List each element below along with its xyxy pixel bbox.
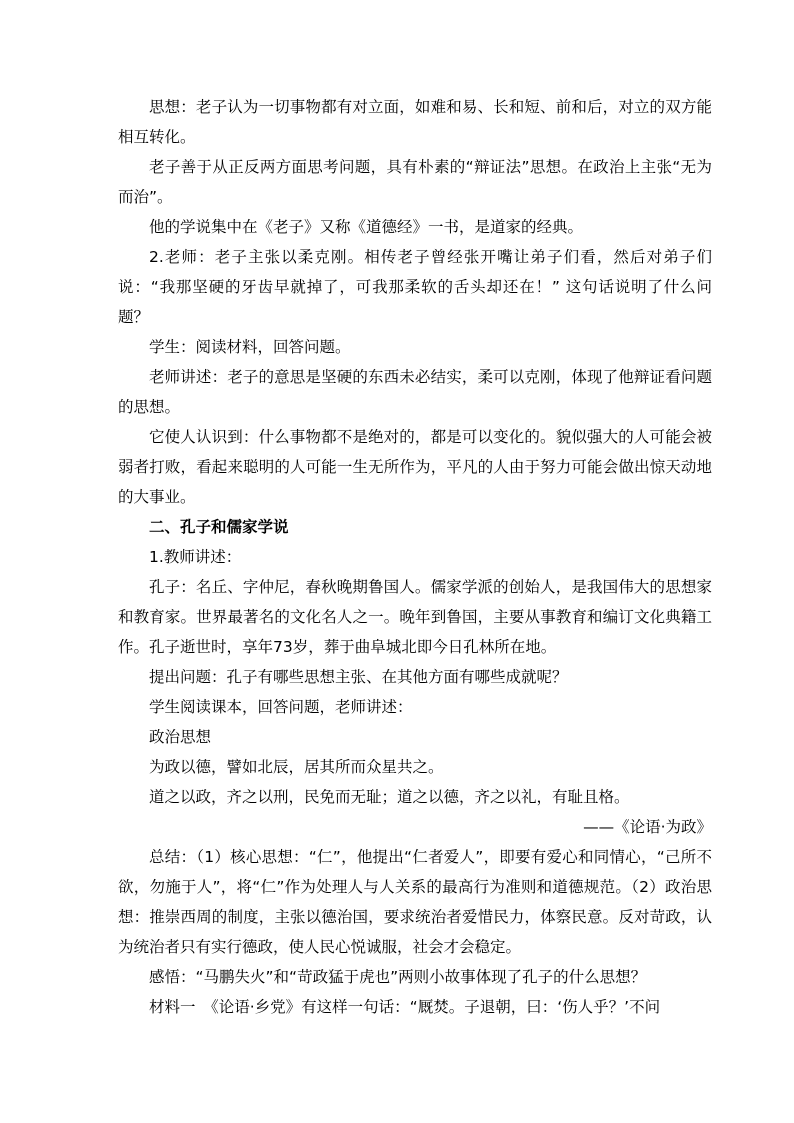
quote-source: ——《论语·为政》 [583, 818, 712, 836]
paragraph-laozi-thought: 思想：老子认为一切事物都有对立面，如难和易、长和短、前和后，对立的双方能相互转化。 [118, 98, 712, 146]
paragraph-student-read: 学生阅读课本，回答问题，老师讲述： [149, 698, 413, 716]
paragraph-teacher-explain: 老师讲述：老子的意思是坚硬的东西未必结实，柔可以克刚，体现了他辩证看问题的思想。 [118, 368, 712, 416]
paragraph-material-one: 材料一 《论语·乡党》有这样一句话：“厩焚。子退朝，曰：‘伤人乎？’不问 [149, 998, 661, 1016]
paragraph-laozi-dialectics: 老子善于从正反两方面思考问题，具有朴素的“辩证法”思想。在政治上主张“无为而治”。 [118, 158, 712, 206]
paragraph-summary: 总结：（1）核心思想：“仁”，他提出“仁者爱人”，即要有爱心和同情心，“己所不欲，勿施于人”，将“仁”作为处理人与人关系的最高行为准则和道德规范。（2）政治思想：推崇西周的制度，主张以德治国，要求统治者爱惜民力，体察民意。反对苛政，认为统治者只有实行德政，使人民心悦诚服，社会才会稳定。 [118, 848, 712, 956]
paragraph-insight: 它使人认识到：什么事物都不是绝对的，都是可以变化的。貌似强大的人可能会被弱者打败，看起来聪明的人可能一生无所作为，平凡的人由于努力可能会做出惊天动地的大事业。 [118, 428, 712, 506]
paragraph-question: 提出问题：孔子有哪些思想主张、在其他方面有哪些成就呢？ [149, 668, 568, 686]
paragraph-teacher-question: 2.老师：老子主张以柔克刚。相传老子曾经张开嘴让弟子们看，然后对弟子们说：“我那坚硬的牙齿早就掉了，可我那柔软的舌头却还在！” 这句话说明了什么问题？ [118, 248, 712, 326]
document-page [118, 92, 712, 1022]
paragraph-student-answer: 学生：阅读材料，回答问题。 [149, 338, 351, 356]
paragraph-confucius-bio: 孔子：名丘、字仲尼，春秋晚期鲁国人。儒家学派的创始人，是我国伟大的思想家和教育家。世界最著名的文化名人之一。晚年到鲁国，主要从事教育和编订文化典籍工作。孔子逝世时，享年73岁，葬于曲阜城北即今日孔林所在地。 [118, 578, 712, 656]
section-heading-confucius: 二、孔子和儒家学说 [149, 518, 289, 536]
quote-line-2: 道之以政，齐之以刑，民免而无耻；道之以德，齐之以礼，有耻且格。 [149, 788, 630, 806]
paragraph-reflection: 感悟：“马鹏失火”和“苛政猛于虎也”两则小故事体现了孔子的什么思想？ [149, 968, 647, 986]
quote-line-1: 为政以德，譬如北辰，居其所而众星共之。 [149, 758, 444, 776]
paragraph-laozi-book: 他的学说集中在《老子》又称《道德经》一书，是道家的经典。 [149, 218, 584, 236]
paragraph-political-thought: 政治思想 [149, 728, 212, 746]
paragraph-teacher-lecture: 1.教师讲述： [149, 548, 242, 566]
